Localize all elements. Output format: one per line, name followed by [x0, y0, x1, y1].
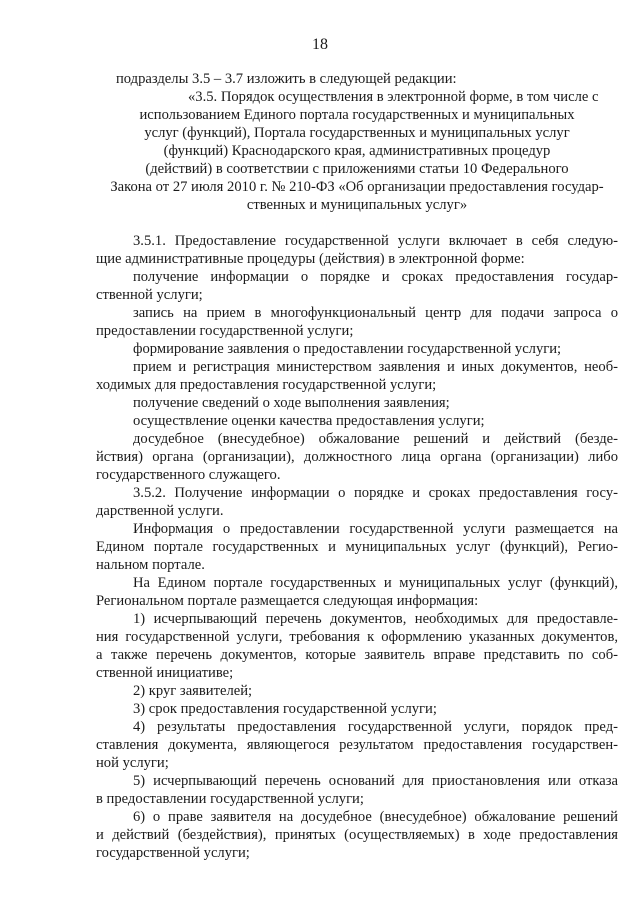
paragraph-line: ния государственной услуги, требования к оформлению указанных документов, — [96, 629, 618, 645]
paragraph-line: ственной услуги; — [96, 287, 203, 303]
list-item — [96, 304, 618, 340]
paragraph-line: Едином портале государственных и муниципальных услуг (функций), Регио- — [96, 539, 618, 555]
paragraph-line: прием и регистрация министерством заявления и иных документов, необ- — [133, 359, 618, 375]
list-item — [96, 340, 618, 358]
paragraph-line: ной услуги; — [96, 755, 169, 771]
paragraph-line: 1) исчерпывающий перечень документов, необходимых для предоставле- — [133, 611, 618, 627]
section-heading-line: (функций) Краснодарского края, административных процедур — [163, 143, 551, 159]
paragraph-line: а также перечень документов, которые заявитель вправе представить по соб- — [96, 647, 618, 663]
paragraph — [96, 574, 618, 610]
intro-line: подразделы 3.5 – 3.7 изложить в следующей редакции: — [116, 71, 457, 87]
list-item — [96, 412, 618, 430]
section-heading-line: использованием Единого портала государственных и муниципальных — [139, 107, 575, 123]
paragraph-line: 5) исчерпывающий перечень оснований для приостановления или отказа — [133, 773, 618, 789]
paragraph-line: 3.5.1. Предоставление государственной услуги включает в себя следую- — [133, 233, 618, 249]
numbered-item — [96, 772, 618, 808]
paragraph-3-5-1 — [96, 232, 618, 268]
document-body — [96, 70, 618, 862]
list-item — [96, 430, 618, 484]
paragraph-line: государственного служащего. — [96, 467, 281, 483]
list-item — [96, 358, 618, 394]
section-heading-line: ственных и муниципальных услуг» — [246, 197, 468, 213]
section-heading-line: «3.5. Порядок осуществления в электронной форме, в том числе с — [188, 89, 599, 105]
page-number: 18 — [312, 36, 328, 53]
paragraph-line: нальном портале. — [96, 557, 205, 573]
numbered-item — [96, 700, 618, 718]
paragraph-line: ставления документа, являющегося результатом предоставления государствен- — [96, 737, 618, 753]
paragraph-line: осуществление оценки качества предоставления услуги; — [133, 413, 485, 429]
section-heading-line: услуг (функций), Портала государственных и муниципальных услуг — [144, 125, 570, 141]
paragraph-line: Информация о предоставлении государственной услуги размещается на — [133, 521, 618, 537]
paragraph — [96, 520, 618, 574]
blank-line — [96, 214, 618, 232]
paragraph-line: 6) о праве заявителя на досудебное (внесудебное) обжалование решений — [133, 809, 618, 825]
paragraph-line: в предоставлении государственной услуги; — [96, 791, 364, 807]
paragraph-line: 3) срок предоставления государственной услуги; — [133, 701, 437, 717]
paragraph-line: предоставлении государственной услуги; — [96, 323, 354, 339]
paragraph-line: формирование заявления о предоставлении государственной услуги; — [133, 341, 562, 357]
numbered-item — [96, 682, 618, 700]
paragraph-line: ходимых для предоставления государственной услуги; — [96, 377, 437, 393]
paragraph-line: Региональном портале размещается следующая информация: — [96, 593, 479, 609]
paragraph-line: государственной услуги; — [96, 845, 250, 861]
paragraph-line: йствия) органа (организации), должностного лица органа (организации) либо — [96, 449, 618, 465]
paragraph-line: щие административные процедуры (действия) в электронной форме: — [96, 251, 525, 267]
section-heading-line: Закона от 27 июля 2010 г. № 210-ФЗ «Об организации предоставления государ- — [110, 179, 604, 195]
paragraph-line: 4) результаты предоставления государственной услуги, порядок пред- — [133, 719, 618, 735]
numbered-item — [96, 610, 618, 682]
paragraph-line: 3.5.2. Получение информации о порядке и сроках предоставления госу- — [133, 485, 618, 501]
section-heading-line: (действий) в соответствии с приложениями статьи 10 Федерального — [145, 161, 569, 177]
paragraph-line: 2) круг заявителей; — [133, 683, 253, 699]
paragraph-line: дарственной услуги. — [96, 503, 224, 519]
numbered-item — [96, 808, 618, 862]
list-item — [96, 268, 618, 304]
paragraph-line: запись на прием в многофункциональный центр для подачи запроса о — [133, 305, 618, 321]
paragraph-line: и действий (бездействия), принятых (осуществляемых) в ходе предоставления — [96, 827, 618, 843]
paragraph-line: На Едином портале государственных и муниципальных услуг (функций), — [133, 575, 618, 591]
list-item — [96, 394, 618, 412]
paragraph-line: получение информации о порядке и сроках предоставления государ- — [133, 269, 618, 285]
paragraph-line: ственной инициативе; — [96, 665, 234, 681]
numbered-item — [96, 718, 618, 772]
paragraph-line: получение сведений о ходе выполнения заявления; — [133, 395, 450, 411]
paragraph-3-5-2 — [96, 484, 618, 520]
paragraph-line: досудебное (внесудебное) обжалование решений и действий (безде- — [133, 431, 618, 447]
